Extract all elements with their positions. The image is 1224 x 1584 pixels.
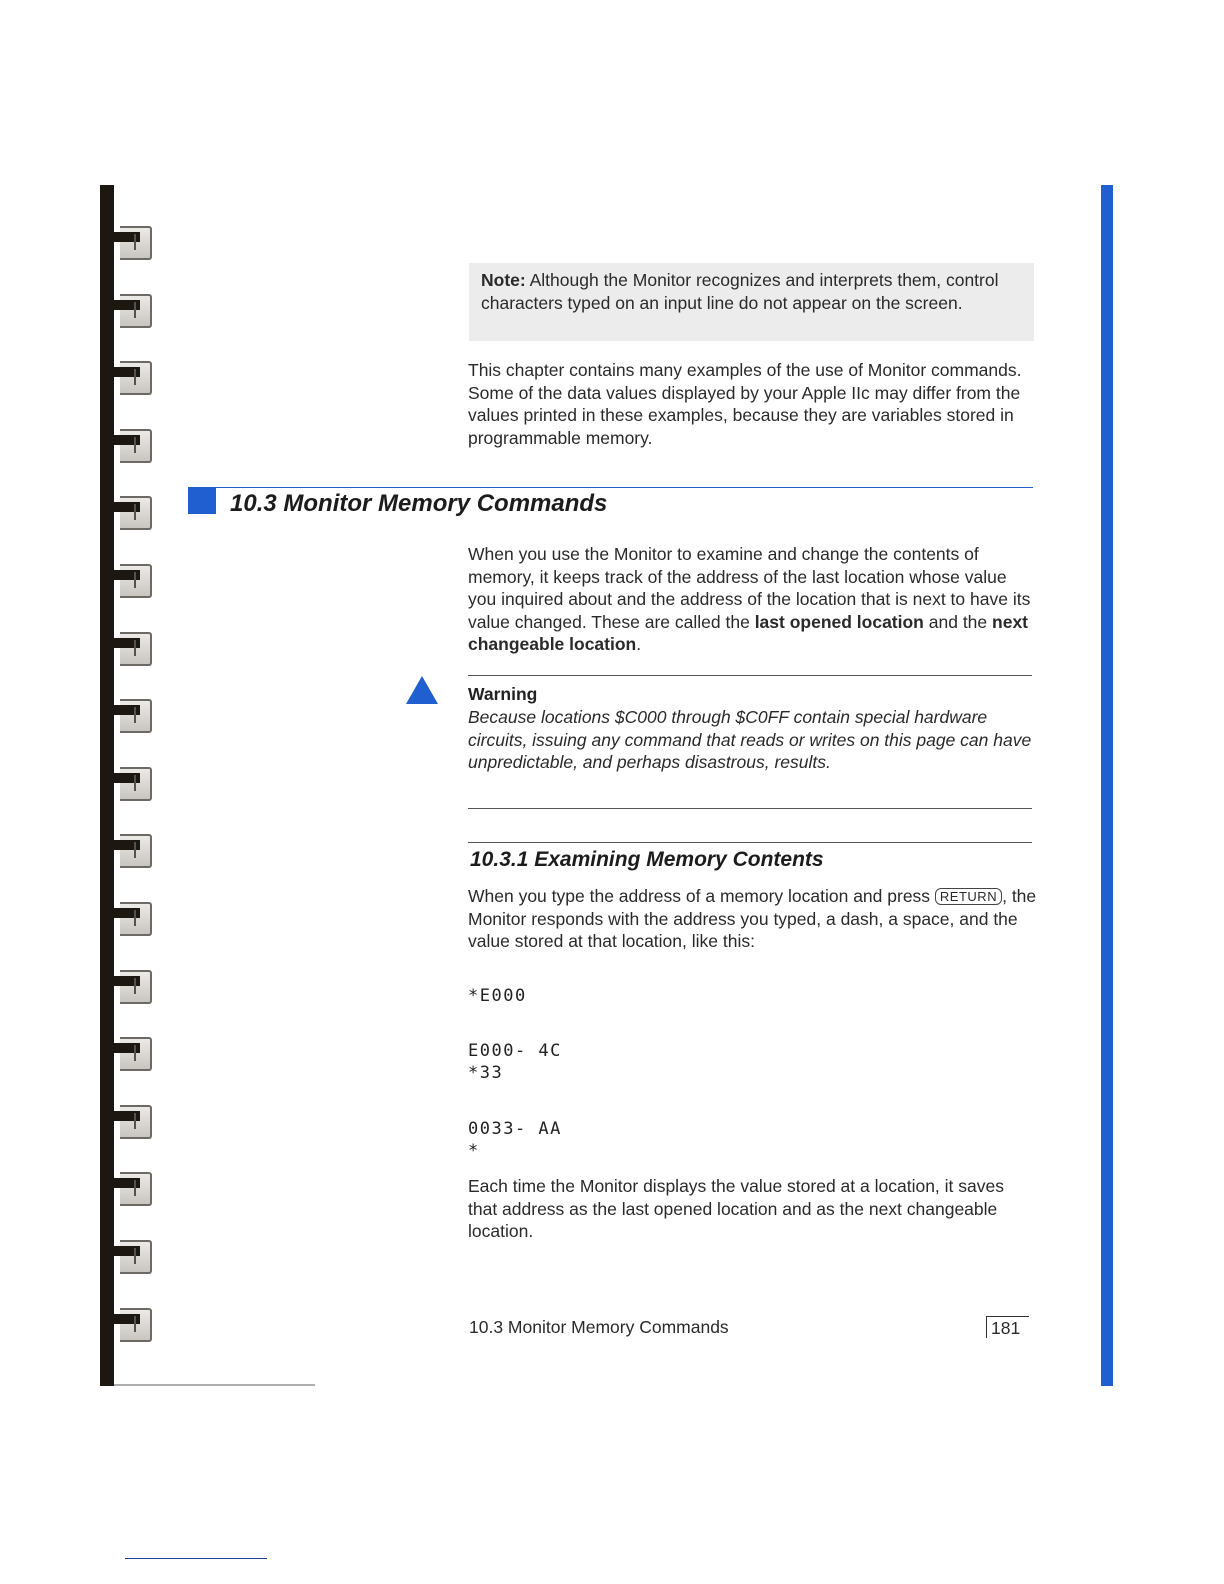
warning-text: Because locations $C000 through $C0FF contain special hardware circuits, issuing any command that reads or writes on this page can have unpredictable, and perhaps disastrous, results. [468, 707, 1032, 772]
intro-paragraph: This chapter contains many examples of the use of Monitor commands. Some of the data values displayed by your Apple IIc may differ from the values printed in these examples, because they are variables stored in programmable memory. [468, 360, 1022, 448]
code-line-2: E000- 4C [468, 1041, 562, 1061]
binding-coil [100, 361, 152, 395]
binding-coil [100, 767, 152, 801]
section-rule [215, 487, 1033, 488]
section-paragraph-part2: and the [923, 611, 993, 632]
code-line-5: * [468, 1141, 480, 1161]
code-line-4: 0033- AA [468, 1119, 562, 1139]
warning-top-rule [468, 675, 1032, 676]
binding-coil [100, 1105, 152, 1139]
page-edge-bar [1101, 185, 1113, 1386]
note-label: Note: [481, 270, 526, 290]
binding-coil [100, 294, 152, 328]
note-box [469, 263, 1034, 341]
subsection-title: 10.3.1 Examining Memory Contents [470, 848, 824, 871]
return-key-icon: RETURN [935, 888, 1002, 905]
subsection-paragraph-part2: , the Monitor responds with the address you typed, a dash, a space, and the value stored at that location, like this: [468, 886, 1037, 951]
subsection-paragraph-part1: When you type the address of a memory location and press [468, 886, 935, 906]
bottom-rule [125, 1558, 267, 1559]
term-last-opened: last opened location [754, 611, 924, 632]
closing-paragraph: Each time the Monitor displays the value stored at a location, it saves that address as the last opened location and as the next changeable location. [468, 1176, 1004, 1241]
warning-triangle-icon [406, 676, 438, 704]
section-paragraph-part1: When you use the Monitor to examine and change the contents of memory, it keeps track of the address of the last location whose value you inquired about and the address of the location that is next to have its value changed. These are called the [468, 544, 1031, 632]
binding-coil [100, 429, 152, 463]
note-text: Although the Monitor recognizes and interprets them, control characters typed on an input line do not appear on the screen. [481, 270, 999, 313]
binding-coil [100, 1308, 152, 1342]
term-next-changeable: next changeable location [468, 611, 1028, 654]
binding-coil [100, 970, 152, 1004]
binding-coil [100, 564, 152, 598]
subsection-paragraph [468, 885, 1038, 953]
code-line-1: *E000 [468, 986, 527, 1006]
binding-coil [100, 902, 152, 936]
code-line-3: *33 [468, 1063, 504, 1083]
binding-coil [100, 1172, 152, 1206]
binding-coil [100, 834, 152, 868]
section-paragraph [468, 543, 1038, 656]
binding-coil [100, 226, 152, 260]
binding-coil [100, 1240, 152, 1274]
page-number: 181 [986, 1316, 1029, 1338]
footer-section-title: 10.3 Monitor Memory Commands [469, 1317, 729, 1337]
section-title: 10.3 Monitor Memory Commands [230, 490, 608, 517]
binding-coil [100, 699, 152, 733]
warning-bottom-rule [468, 808, 1032, 809]
binding-coil [100, 632, 152, 666]
section-paragraph-part3: . [636, 634, 642, 654]
binding-coil [100, 496, 152, 530]
section-marker [188, 487, 216, 514]
subsection-rule [468, 842, 1032, 843]
binding-edge [100, 1384, 315, 1386]
warning-title: Warning [468, 684, 538, 704]
binding-coil [100, 1037, 152, 1071]
